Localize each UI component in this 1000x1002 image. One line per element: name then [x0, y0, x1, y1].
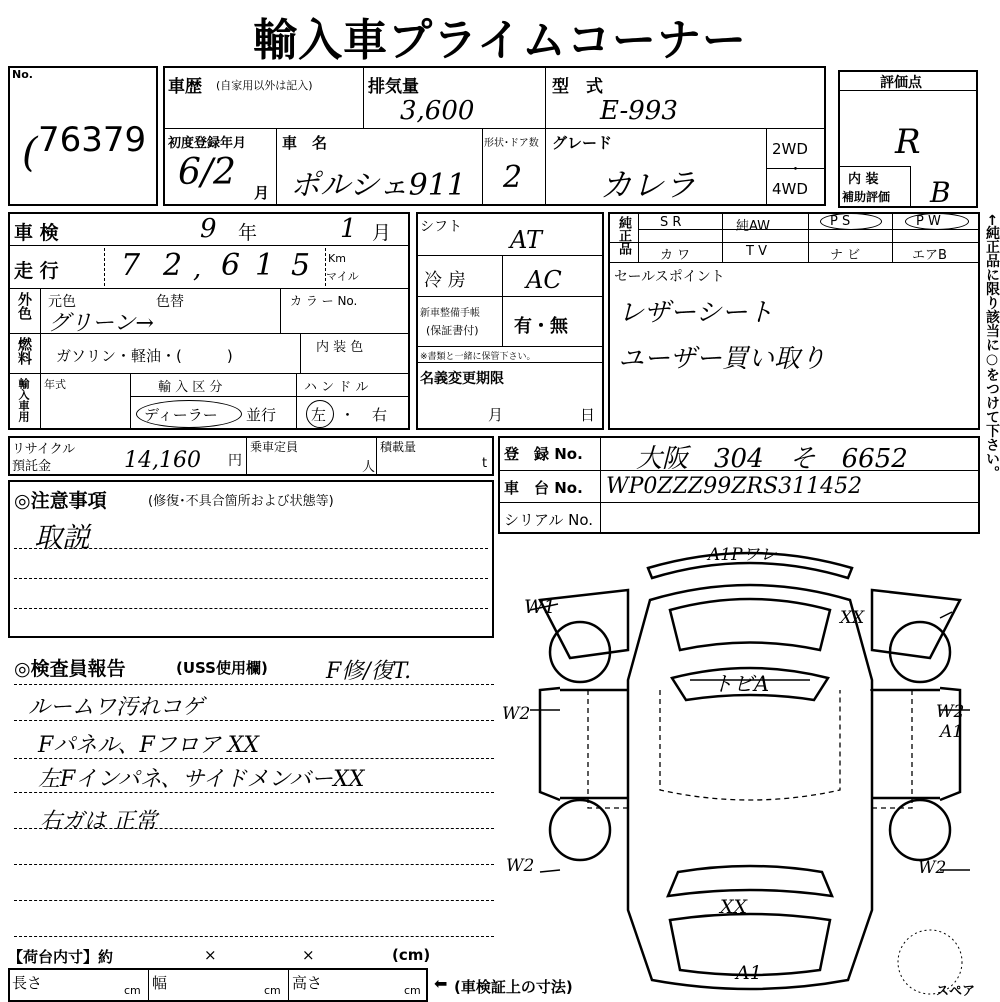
side-note: ←純正品に限り該当に○をつけて下さい。: [984, 214, 1000, 480]
inspection-year-unit: 年: [238, 222, 258, 244]
name-change-month: 月: [488, 406, 504, 424]
model-label: 型 式: [552, 77, 603, 97]
drive-dot: ・: [788, 160, 804, 178]
sales-point-line1: レザーシート: [618, 298, 774, 328]
diagram-a1-bottom: A1: [736, 962, 762, 984]
manual-label1: 新車整備手帳: [420, 308, 480, 319]
diagram-tbia: トビA: [712, 672, 770, 696]
inspection-month: 1: [340, 214, 357, 244]
diagram-w2-bottom-left: W2: [506, 856, 535, 876]
no-label: No.: [12, 68, 33, 81]
exterior-color-side-label: 外色: [16, 292, 32, 320]
car-name-label: 車 名: [282, 134, 328, 152]
cargo-length: 長さ: [12, 974, 43, 992]
mileage-digit: 5: [291, 248, 311, 283]
model-value: E-993: [600, 96, 678, 126]
registration-value: 大阪 304 そ 6652: [636, 444, 908, 474]
chassis-label: 車 台 No.: [504, 479, 583, 497]
interior-value: B: [930, 176, 951, 209]
cargo-label: 【荷台内寸】約: [8, 948, 114, 966]
load-label: 積載量: [380, 440, 417, 454]
recycle-label2: 預託金: [12, 459, 52, 474]
import-dealer: ディーラー: [144, 406, 218, 424]
equip-navi: ナ ビ: [830, 248, 861, 263]
first-reg-label: 初度登録年月: [168, 136, 247, 151]
car-damage-diagram: [500, 540, 1000, 1000]
import-year-label: 年式: [44, 378, 66, 391]
mileage-unit-mile: マイル: [326, 270, 359, 283]
cargo-unit: (cm): [392, 946, 431, 964]
recycle-value: 14,160: [124, 448, 201, 473]
cargo-x2: ×: [302, 946, 315, 964]
history-note: (自家用以外は記入): [216, 79, 313, 92]
aircon-value: AC: [526, 266, 562, 294]
equip-airbag: エアB: [912, 248, 947, 263]
interior-color-label: 内 装 色: [316, 340, 364, 355]
car-name-value: ポルシェ911: [290, 168, 466, 203]
interior-label2: 補助評価: [842, 190, 891, 204]
page-title: 輸入車プライムコーナー: [253, 15, 747, 66]
diagram-w2-bottom-right: W2: [918, 858, 947, 878]
manual-note: ※書類と一緒に保管下さい。: [420, 352, 536, 362]
displacement-label: 排気量: [368, 77, 419, 97]
inspector-sub: (USS使用欄): [176, 659, 268, 677]
shift-value: AT: [510, 226, 543, 254]
import-class-label: 輸 入 区 分: [158, 380, 223, 395]
original-color-label: 元色: [48, 294, 76, 310]
manual-label2: (保証書付): [426, 324, 479, 337]
name-change-day: 日: [580, 406, 596, 424]
chassis-value: WP0ZZZ99ZRS311452: [606, 474, 863, 499]
mileage-digit: 6: [221, 248, 241, 283]
diagram-spare: スペア: [936, 984, 976, 999]
diagram-w2-left: W2: [502, 704, 531, 724]
exterior-color-value: グリーン→: [48, 311, 154, 336]
import-parallel: 並行: [246, 406, 277, 424]
mileage-digit: ,: [193, 254, 202, 284]
handle-left: 左: [311, 406, 327, 424]
equip-pw: P W: [916, 214, 941, 229]
aircon-label: 冷 房: [424, 270, 466, 291]
doors-value: 2: [503, 160, 523, 195]
handle-label: ハ ン ド ル: [304, 380, 369, 395]
drive-4wd: 4WD: [772, 180, 808, 198]
inspector-line: 右ガは 正常: [40, 809, 157, 834]
handle-dot: ・: [340, 406, 356, 424]
fuel-options: ガソリン・軽油・( ): [56, 347, 233, 365]
diagram-xx-top-right: XX: [840, 608, 865, 628]
diagram-a1-right: A1: [940, 722, 964, 742]
inspector-line: Fパネル、Fフロア XX: [38, 733, 260, 758]
inspector-line: 左Fインパネ、サイドメンバーXX: [38, 767, 365, 792]
doors-label: 形状･ドア数: [484, 138, 539, 149]
stock-number: 76379: [38, 120, 147, 160]
cargo-dimensions-box: [8, 968, 428, 1002]
first-reg-unit: 月: [254, 184, 270, 202]
cargo-width: 幅: [152, 974, 168, 992]
changed-color-label: 色替: [156, 294, 184, 310]
capacity-unit: 人: [362, 460, 376, 475]
inspection-year: 9: [200, 214, 217, 244]
displacement-value: 3,600: [400, 96, 475, 126]
recycle-label1: リサイクル: [12, 442, 76, 457]
grade-label: グレード: [552, 134, 613, 152]
manual-value: 有・無: [514, 316, 568, 337]
sales-point-label: セールスポイント: [614, 269, 725, 285]
diagram-w2-right: W2: [936, 702, 965, 722]
history-label: 車歴: [168, 77, 202, 97]
mileage-unit-km: Km: [328, 252, 346, 265]
inspector-extra: F修/復T.: [326, 659, 412, 684]
color-no-label: カ ラ ー No.: [290, 294, 358, 308]
mileage-digit: 1: [255, 248, 275, 283]
shift-label: シフト: [420, 219, 462, 235]
score-label: 評価点: [880, 75, 922, 91]
interior-label1: 内 装: [848, 172, 879, 187]
import-side-label: 輸入車用: [17, 378, 30, 422]
equip-ps: P S: [830, 214, 851, 229]
serial-label: シリアル No.: [504, 511, 594, 529]
equip-kawa: カ ワ: [660, 248, 691, 263]
equip-sr: S R: [660, 215, 682, 230]
score-value: R: [895, 122, 921, 162]
recycle-unit: 円: [228, 453, 242, 469]
inspection-label: 車 検: [14, 222, 59, 244]
no-mark: (: [22, 130, 38, 176]
cargo-arrow: ⬅: [434, 974, 448, 993]
stock-number-box: [8, 66, 158, 206]
inspector-line: ルームワ汚れコゲ: [28, 695, 205, 720]
inspector-label: ◎検査員報告: [14, 658, 126, 680]
diagram-a1-top: A1Pワレ: [708, 545, 777, 565]
mileage-digit: 2: [163, 248, 183, 283]
inspection-month-unit: 月: [372, 222, 392, 244]
first-reg-value: 6/2: [178, 152, 236, 193]
notes-sub: (修復･不具合箇所および状態等): [148, 494, 334, 509]
cargo-x1: ×: [204, 946, 217, 964]
cargo-width-cm: cm: [264, 984, 281, 997]
fuel-side-label: 燃料: [16, 337, 32, 365]
load-unit: t: [482, 456, 488, 471]
capacity-label: 乗車定員: [250, 440, 299, 454]
registration-label: 登 録 No.: [504, 445, 583, 463]
notes-line1: 取説: [34, 521, 91, 554]
mileage-digit: 7: [121, 248, 141, 283]
cargo-height: 高さ: [292, 974, 323, 992]
equipment-side-label: 純正品: [616, 216, 631, 255]
notes-label: ◎注意事項: [14, 490, 107, 512]
name-change-label: 名義変更期限: [420, 371, 504, 387]
sales-point-line2: ユーザー買い取り: [618, 344, 827, 374]
mileage-label: 走 行: [14, 260, 59, 282]
equip-tv: T V: [746, 244, 767, 259]
diagram-xx-bottom: XX: [720, 896, 748, 918]
drive-2wd: 2WD: [772, 140, 808, 158]
equip-aw: 純AW: [736, 219, 771, 234]
mileage-digits: [104, 248, 326, 286]
cargo-height-cm: cm: [404, 984, 421, 997]
handle-right: 右: [372, 406, 388, 424]
cargo-note: (車検証上の寸法): [454, 978, 573, 996]
cargo-length-cm: cm: [124, 984, 141, 997]
diagram-w1: W1: [524, 596, 556, 618]
grade-value: カレラ: [600, 166, 697, 204]
